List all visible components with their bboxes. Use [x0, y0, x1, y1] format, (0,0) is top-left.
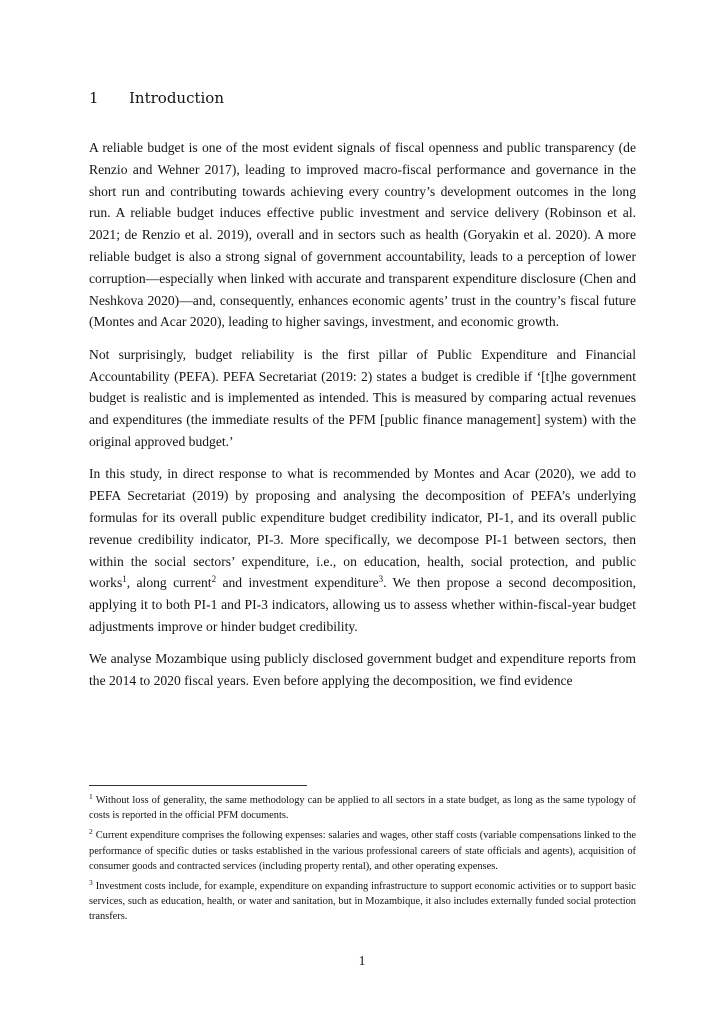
- footnote-mark: 3: [89, 878, 93, 888]
- paragraph-3-text-d: . We then propose a second decomposition, applying it to both PI-1 and PI-3 indicators, allowing us to assess whether within-fiscal-year budget adjustments improve or hinder budget credibility.: [89, 575, 637, 634]
- paragraph-3-text-a: In this study, in direct response to what is recommended by Montes and Acar (2020), we add to PEFA Secretariat (2019) by proposing and analysing the decomposition of PEFA’s underlying formulas for its overall public expenditure budget credibility indicator, PI-1, and its overall public revenue credibility indicator, PI-3. More specifically, we decompose PI-1 between sectors, then within the social sectors’ expenditure, i.e., on education, health, social protection, and public works: [89, 466, 636, 591]
- footnote-mark: 1: [89, 792, 93, 801]
- footnote-ref-1[interactable]: 1: [122, 574, 127, 585]
- footnote-text: Investment costs include, for example, expenditure on expanding infrastructure to support economic activities or to support basic services, such as education, health, or water and sanitation, but in Mozambique, it also includes externally funded social protection transfers.: [89, 881, 636, 923]
- footnote-text: Without loss of generality, the same methodology can be applied to all sectors in a state budget, as long as the same typology of costs is reported in the official PFM documents.: [89, 795, 636, 822]
- footnote-2: [89, 828, 636, 874]
- paragraph-3-text-c: and investment expenditure: [216, 575, 379, 591]
- footnotes: [89, 793, 636, 930]
- footnote-divider: [89, 785, 307, 786]
- section-heading: [89, 89, 224, 107]
- footnote-ref-3[interactable]: 3: [378, 574, 384, 585]
- paragraph-4: We analyse Mozambique using publicly disclosed government budget and expenditure reports from the 2014 to 2020 fiscal years. Even before applying the decomposition, we find evidence: [89, 651, 636, 689]
- footnote-3: [89, 879, 636, 925]
- section-number: 1: [89, 89, 99, 107]
- footnote-1: [89, 793, 636, 823]
- footnote-ref-2[interactable]: 2: [211, 574, 217, 585]
- footnote-mark: 2: [89, 827, 93, 837]
- section-title: Introduction: [129, 89, 224, 107]
- paragraph-3: [89, 463, 636, 637]
- footnote-text: Current expenditure comprises the following expenses: salaries and wages, other staff costs (variable compensations linked to the performance of specific duties or tasks established in the various professional careers of state officials and agents), acquisition of consumer goods and contracted services (including property rental), and other operating expenses.: [89, 830, 636, 872]
- page-number: 1: [358, 953, 366, 968]
- paragraph-3-text-b: , along current: [126, 575, 212, 591]
- paragraph-1: A reliable budget is one of the most evident signals of fiscal openness and public transparency (de Renzio and Wehner 2017), leading to improved macro-fiscal performance and governance in the short run and contributing towards achieving every country’s development outcomes in the long run. A reliable budget induces effective public investment and service delivery (Robinson et al. 2021; de Renzio et al. 2019), overall and in sectors such as health (Goryakin et al. 2020). A more reliable budget is also a strong signal of government accountability, leads to a perception of lower corruption—especially when linked with accurate and transparent expenditure disclosure (Chen and Neshkova 2020)—and, consequently, enhances economic agents’ trust in the country’s fiscal future (Montes and Acar 2020), leading to higher savings, investment, and economic growth.: [89, 140, 636, 330]
- body-text: [89, 137, 636, 703]
- paragraph-2: Not surprisingly, budget reliability is the first pillar of Public Expenditure and Financial Accountability (PEFA). PEFA Secretariat (2019: 2) states a budget is credible if ‘[t]he government budget is realistic and is implemented as intended. This is measured by comparing actual revenues and expenditures (the immediate results of the PFM [public finance management] system) with the original approved budget.’: [89, 346, 636, 449]
